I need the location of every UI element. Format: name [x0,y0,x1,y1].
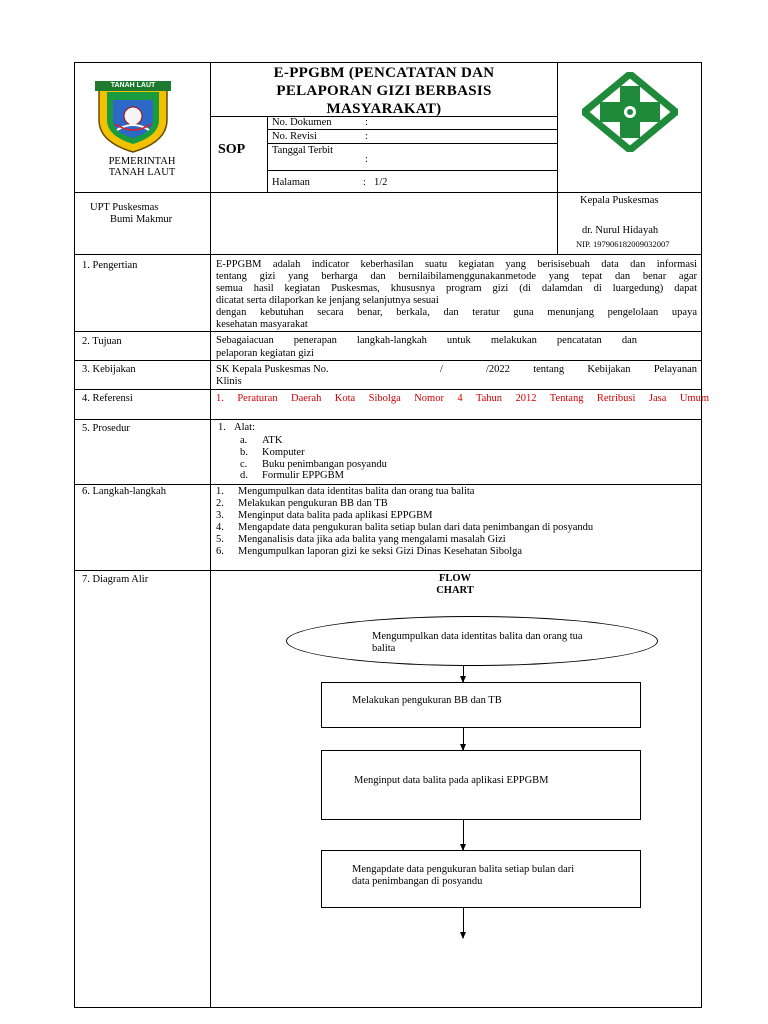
list-item [216,522,593,534]
flowchart-step-text: Melakukan pengukuran BB dan TB [352,695,502,706]
row-divider [74,331,702,332]
signer-nip: NIP. 197906182009032007 [576,239,670,249]
list-number: 2. [216,498,224,509]
paragraph-line: dengan kebutuhan secara benar, berkala, dan teratur guna menunjang pengelolaan upaya [216,307,697,318]
paragraph-line: E-PPGBM adalah indicator keberhasilan suatu kegiatan yang berisisebuah data dan informasi [216,259,697,270]
col-divider [210,62,211,254]
col-divider [557,62,558,254]
flowchart-title-line: CHART [436,585,474,596]
row-divider [74,419,702,420]
tujuan-line1: Sebagaiacuan penerapan langkah-langkah untuk melakukan pencatatan dan [216,335,637,346]
langkah-list [216,486,593,558]
list-number: 6. [216,546,224,557]
section-label-tujuan: 2. Tujuan [82,336,122,347]
meta-colon: : [365,131,368,142]
list-item: Formulir EPPGBM [262,470,344,481]
flowchart-step-text: Menginput data balita pada aplikasi EPPGBM [354,775,549,786]
gov-name-line1: PEMERINTAH [108,156,176,167]
flowchart-step-text: Mengapdate data pengukuran balita setiap bulan dari [352,864,575,875]
list-item: Buku penimbangan posyandu [262,459,387,470]
list-text: Mengapdate data pengukuran balita setiap bulan dari data penimbangan di posyandu [238,522,594,533]
meta-colon: : [365,154,368,165]
section-label-prosedur: 5. Prosedur [82,423,130,434]
list-item: ATK [262,435,283,446]
row-divider [74,389,702,390]
list-letter: a. [240,435,248,446]
list-item [216,534,593,546]
sop-label: SOP [218,142,246,157]
row-divider [268,143,557,144]
kebijakan-slash: / [440,364,443,375]
flowchart-arrow [463,820,464,850]
title-line: MASYARAKAT) [326,101,442,117]
meta-colon: : [365,117,368,128]
row-divider [268,170,557,171]
row-divider [74,360,702,361]
col-divider [210,254,211,1008]
section-label-kebijakan: 3. Kebijakan [82,364,136,375]
emblem-banner-text: TANAH LAUT [110,82,156,89]
title-line: PELAPORAN GIZI BERBASIS [276,83,492,99]
meta-halaman-label: Halaman [272,177,310,188]
tanah-laut-emblem-icon [93,80,173,154]
meta-colon: : [363,177,366,188]
list-number: 4. [216,522,224,533]
list-item: Komputer [262,447,305,458]
list-text: Melakukan pengukuran BB dan TB [238,498,388,509]
row-divider [74,570,702,571]
signer-name: dr. Nurul Hidayah [582,225,659,236]
flowchart-title-line: FLOW [438,573,472,584]
list-text: Mengumpulkan data identitas balita dan orang tua balita [238,486,475,497]
col-divider [267,116,268,192]
flowchart-step-text: Mengumpulkan data identitas balita dan orang tua [372,631,583,642]
meta-no-dokumen-label: No. Dokumen [272,117,332,128]
flowchart-arrow [463,908,464,938]
list-text: Menginput data balita pada aplikasi EPPGBM [238,510,433,521]
paragraph-line: dicatat serta dilaporkan ke jenjang selanjutnya sesuai [216,295,439,306]
flowchart-arrow [463,666,464,682]
section-label-referensi: 4. Referensi [82,393,133,404]
list-number: 5. [216,534,224,545]
paragraph-line: semua hasil kegiatan Puskesmas, khususnya program gizi (di dalamdan di luargedung) dapat [216,283,697,294]
list-letter: c. [240,459,248,470]
pengertian-text [216,259,697,331]
meta-no-revisi-label: No. Revisi [272,131,317,142]
kebijakan-sk: SK Kepala Puskesmas No. [216,364,329,375]
paragraph-line: tentang gizi yang berharga dan bernilaibilamenggunakanmetode yang tepat dan benar agar [216,271,697,282]
list-item [216,498,593,510]
title-line: E-PPGBM (PENCATATAN DAN [273,65,495,81]
gov-name-line2: TANAH LAUT [108,167,176,178]
list-text: Mengumpulkan laporan gizi ke seksi Gizi Dinas Kesehatan Sibolga [238,546,523,557]
prosedur-heading: Alat: [234,422,255,433]
list-number: 1. [216,486,224,497]
list-letter: b. [240,447,248,458]
prosedur-heading-num: 1. [218,422,226,433]
list-item [216,486,593,498]
list-item [216,546,593,558]
list-item [216,510,593,522]
row-divider [74,254,702,255]
section-label-langkah: 6. Langkah-langkah [82,486,166,497]
meta-tanggal-terbit-label: Tanggal Terbit [272,145,334,156]
gov-name [74,156,210,178]
section-label-diagram: 7. Diagram Alir [82,574,149,585]
row-divider [74,192,702,193]
meta-halaman-value: 1/2 [374,177,388,188]
puskesmas-cross-icon [582,72,678,152]
section-label-pengertian: 1. Pengertian [82,260,138,271]
unit-name-line2: Bumi Makmur [110,214,173,225]
row-divider [74,484,702,485]
unit-name-line1: UPT Puskesmas [90,202,159,213]
kebijakan-tentang: /2022 tentang Kebijakan Pelayanan [486,364,697,375]
tujuan-line2: pelaporan kegiatan gizi [216,348,314,359]
list-number: 3. [216,510,224,521]
flowchart-step-text: data penimbangan di posyandu [352,876,483,887]
flowchart-arrow [463,728,464,750]
signer-role: Kepala Puskesmas [580,195,659,206]
list-letter: d. [240,470,248,481]
kebijakan-line2: Klinis [216,376,242,387]
flowchart-step-text: balita [372,643,396,654]
paragraph-line: kesehatan masyarakat [216,319,308,330]
document-title [212,64,556,118]
list-text: Menganalisis data jika ada balita yang mengalami masalah Gizi [238,534,506,545]
flowchart-title [410,573,500,597]
referensi-item: 1. Peraturan Daerah Kota Sibolga Nomor 4 Tahun 2012 Tentang Retribusi Jasa Umum [216,393,709,404]
row-divider [268,129,557,130]
